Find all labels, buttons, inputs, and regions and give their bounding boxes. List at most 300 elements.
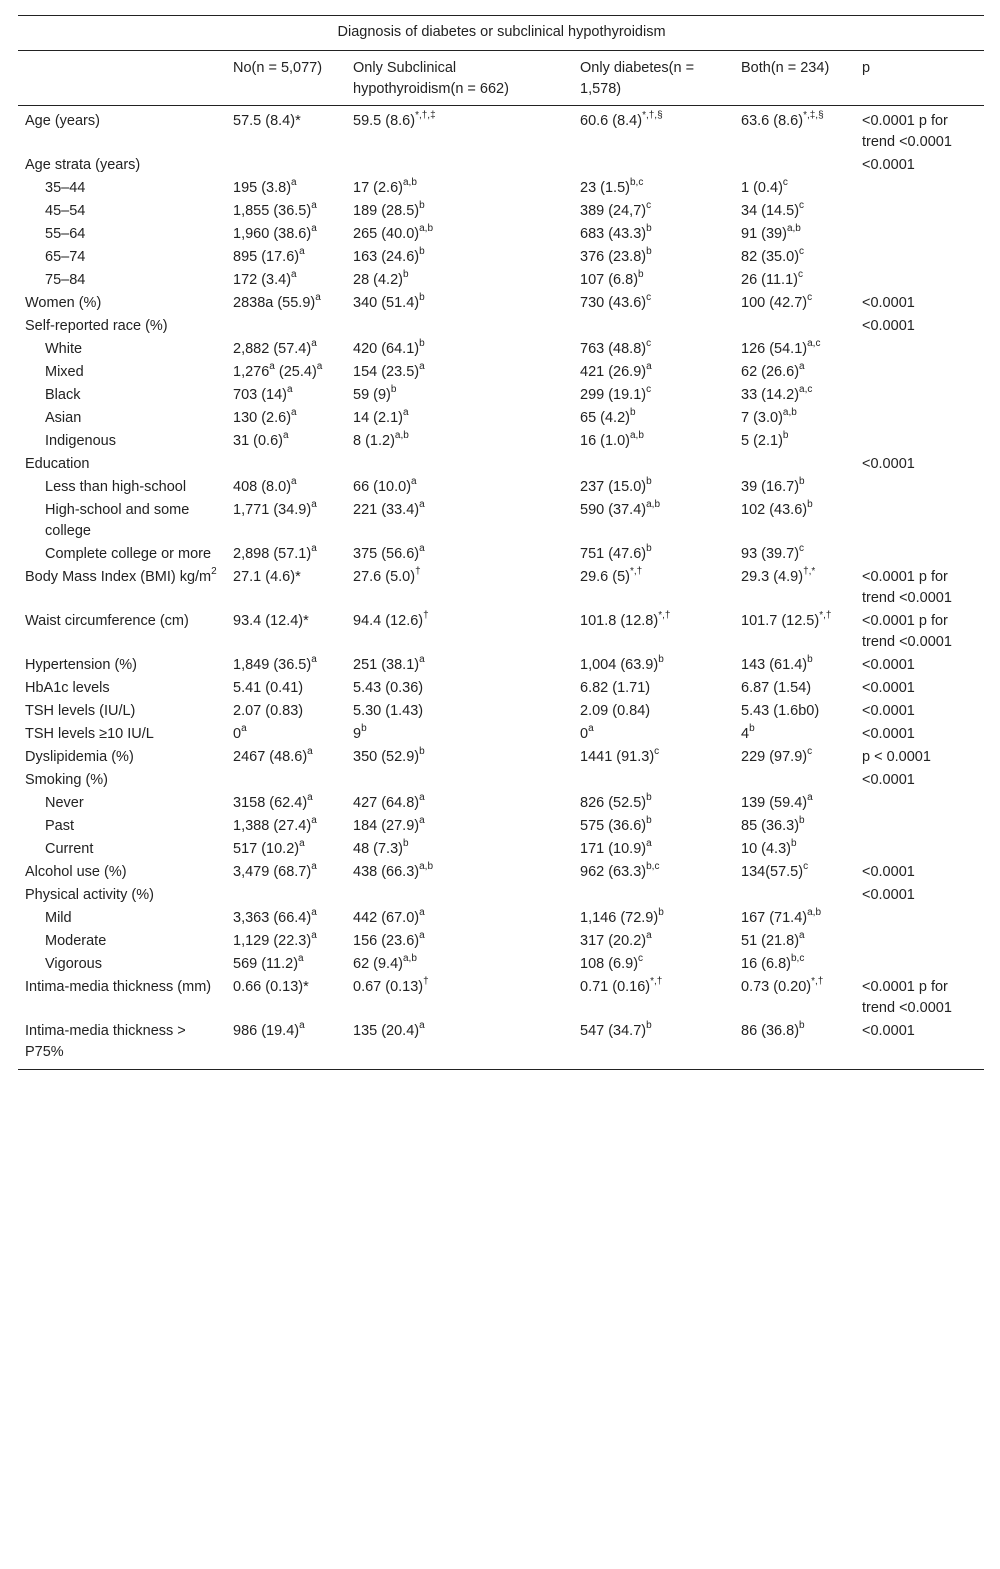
cell-superscript: *,† <box>658 610 671 622</box>
cell-value: 33 (14.2) <box>741 387 800 403</box>
table-cell <box>734 201 855 224</box>
cell-superscript: b <box>646 476 652 488</box>
table-row <box>18 293 984 316</box>
row-label <box>18 362 226 385</box>
cell-value: Intima-media thickness (mm) <box>25 979 212 995</box>
table-cell <box>855 477 984 500</box>
table-cell <box>226 747 346 770</box>
cell-value: 265 (40.0) <box>353 226 420 242</box>
table-row <box>18 655 984 678</box>
cell-value: 5.30 (1.43) <box>353 703 424 719</box>
table-cell <box>346 544 573 567</box>
cell-superscript: b <box>807 499 813 511</box>
cell-superscript: a <box>287 384 293 396</box>
cell-value: 85 (36.3) <box>741 818 800 834</box>
table-cell <box>734 385 855 408</box>
cell-superscript: a <box>311 815 317 827</box>
table-cell <box>855 247 984 270</box>
cell-value: 237 (15.0) <box>580 479 647 495</box>
table-cell <box>226 885 346 908</box>
table-cell <box>346 362 573 385</box>
cell-value: <0.0001 <box>862 703 915 719</box>
cell-value: 65 (4.2) <box>580 410 630 426</box>
cell-value: 65–74 <box>45 249 86 265</box>
cell-value: 4 <box>741 726 750 742</box>
cell-value: 1,771 (34.9) <box>233 502 312 518</box>
table-cell <box>734 747 855 770</box>
cell-value: 143 (61.4) <box>741 657 808 673</box>
table-cell <box>573 316 734 339</box>
table-cell <box>573 106 734 156</box>
table-cell <box>734 839 855 862</box>
cell-superscript: b <box>646 223 652 235</box>
table-cell <box>573 954 734 977</box>
cell-value: Less than high-school <box>45 479 187 495</box>
cell-value: 75–84 <box>45 272 86 288</box>
cell-superscript: a <box>282 430 289 442</box>
table-row <box>18 316 984 339</box>
cell-superscript: b,c <box>790 953 805 965</box>
cell-superscript: b <box>646 246 652 258</box>
table-cell <box>734 247 855 270</box>
table-cell <box>346 155 573 178</box>
cell-superscript: a <box>419 543 425 555</box>
table-cell <box>573 611 734 655</box>
table-cell <box>855 544 984 567</box>
cell-value: Education <box>25 456 90 472</box>
table-cell <box>734 500 855 544</box>
cell-superscript: c <box>646 338 652 350</box>
table-cell <box>573 655 734 678</box>
table-cell <box>734 770 855 793</box>
cell-superscript: a <box>646 361 652 373</box>
table-cell <box>346 293 573 316</box>
cell-value: 590 (37.4) <box>580 502 647 518</box>
cell-value: 683 (43.3) <box>580 226 647 242</box>
table-row <box>18 611 984 655</box>
cell-value: 763 (48.8) <box>580 341 647 357</box>
cell-value: 139 (59.4) <box>741 795 808 811</box>
cell-superscript: *,†,§ <box>642 110 663 122</box>
cell-value: 93 (39.7) <box>741 546 800 562</box>
cell-superscript: c <box>646 292 652 304</box>
table-cell <box>346 454 573 477</box>
table-cell <box>573 678 734 701</box>
cell-value: 2.07 (0.83) <box>233 703 304 719</box>
cell-value: HbA1c levels <box>25 680 110 696</box>
cell-superscript: a <box>291 177 297 189</box>
cell-superscript: c <box>803 861 809 873</box>
table-cell <box>573 862 734 885</box>
cell-value: 23 (1.5) <box>580 180 630 196</box>
cell-superscript: a <box>315 292 321 304</box>
table-cell <box>573 747 734 770</box>
cell-value: Past <box>45 818 75 834</box>
row-label <box>18 747 226 770</box>
cell-superscript: c <box>646 384 652 396</box>
table-cell <box>734 454 855 477</box>
cell-value: 29.3 (4.9) <box>741 569 804 585</box>
table-cell <box>734 155 855 178</box>
cell-value: 229 (97.9) <box>741 749 808 765</box>
row-label <box>18 678 226 701</box>
table-cell <box>226 544 346 567</box>
cell-superscript: b,c <box>646 861 660 873</box>
table-head <box>18 16 984 106</box>
cell-superscript: c <box>807 292 813 304</box>
table-cell <box>573 931 734 954</box>
table-row <box>18 816 984 839</box>
table-row <box>18 839 984 862</box>
table-cell <box>226 293 346 316</box>
cell-value: 0.71 (0.16) <box>580 979 651 995</box>
table-cell <box>855 293 984 316</box>
cell-value: 55–64 <box>45 226 86 242</box>
cell-value: Intima-media thickness > P75% <box>25 1023 186 1060</box>
row-label <box>18 816 226 839</box>
table-cell <box>734 931 855 954</box>
table-cell <box>734 224 855 247</box>
cell-value: 0.73 (0.20) <box>741 979 812 995</box>
table-cell <box>346 839 573 862</box>
row-label <box>18 931 226 954</box>
cell-value: 86 (36.8) <box>741 1023 800 1039</box>
cell-value: <0.0001 <box>862 680 915 696</box>
cell-superscript: b <box>419 200 425 212</box>
table-cell <box>226 655 346 678</box>
table-cell <box>734 270 855 293</box>
cell-value: 102 (43.6) <box>741 502 808 518</box>
table-container <box>18 15 984 1070</box>
cell-superscript: b <box>799 1020 805 1032</box>
table-cell <box>573 793 734 816</box>
table-cell <box>855 178 984 201</box>
table-cell <box>855 747 984 770</box>
cell-superscript: *,† <box>819 610 832 622</box>
row-label <box>18 385 226 408</box>
cell-superscript: †,* <box>803 566 816 578</box>
cell-superscript: a <box>299 1020 305 1032</box>
cell-superscript: *,† <box>650 976 663 988</box>
cell-superscript: b <box>646 1020 652 1032</box>
cell-value: Waist circumference (cm) <box>25 613 189 629</box>
table-row <box>18 500 984 544</box>
cell-value: Black <box>45 387 81 403</box>
cell-superscript: a,b <box>629 430 644 442</box>
cell-value: 34 (14.5) <box>741 203 800 219</box>
cell-value: Physical activity (%) <box>25 887 154 903</box>
row-label <box>18 655 226 678</box>
table-cell <box>734 106 855 156</box>
cell-value: 7 (3.0) <box>741 410 783 426</box>
cell-value: 340 (51.4) <box>353 295 420 311</box>
cell-value: 59.5 (8.6) <box>353 113 416 129</box>
cell-value: 167 (71.4) <box>741 910 808 926</box>
cell-superscript: a,b <box>419 223 434 235</box>
row-label <box>18 454 226 477</box>
column-header: Only Subclinical hypothyroidism(n = 662) <box>346 51 573 106</box>
row-label <box>18 544 226 567</box>
cell-value: 517 (10.2) <box>233 841 300 857</box>
table-cell <box>734 1021 855 1070</box>
cell-superscript: b <box>361 723 367 735</box>
cell-value: 2467 (48.6) <box>233 749 308 765</box>
cell-value: Self-reported race (%) <box>25 318 168 334</box>
table-cell <box>346 431 573 454</box>
cell-value: 51 (21.8) <box>741 933 800 949</box>
cell-superscript: b <box>646 543 652 555</box>
table-cell <box>226 247 346 270</box>
table-row <box>18 931 984 954</box>
table-cell <box>734 793 855 816</box>
table-cell <box>346 385 573 408</box>
row-label <box>18 793 226 816</box>
cell-value: 350 (52.9) <box>353 749 420 765</box>
table-row <box>18 431 984 454</box>
table-cell <box>226 954 346 977</box>
cell-superscript: a,b <box>402 953 417 965</box>
cell-value: 59 (9) <box>353 387 391 403</box>
cell-superscript: c <box>646 200 652 212</box>
cell-value: <0.0001 <box>862 157 915 173</box>
cell-superscript: a <box>291 269 297 281</box>
cell-superscript: a <box>799 930 805 942</box>
cell-superscript: a <box>419 499 425 511</box>
cell-superscript: a <box>588 723 594 735</box>
table-cell <box>855 793 984 816</box>
cell-superscript: a <box>419 792 425 804</box>
cell-value: 703 (14) <box>233 387 288 403</box>
table-cell <box>346 477 573 500</box>
table-row <box>18 178 984 201</box>
table-row <box>18 954 984 977</box>
cell-value: 0 <box>580 726 589 742</box>
row-label <box>18 908 226 931</box>
cell-value: 389 (24,7) <box>580 203 647 219</box>
table-cell <box>855 385 984 408</box>
cell-value: 108 (6.9) <box>580 956 639 972</box>
cell-value: 420 (64.1) <box>353 341 420 357</box>
cell-value: 91 (39) <box>741 226 787 242</box>
cell-value: <0.0001 <box>862 295 915 311</box>
cell-value: TSH levels ≥10 IU/L <box>25 726 154 742</box>
cell-superscript: a,b <box>786 223 801 235</box>
table-cell <box>226 224 346 247</box>
table-cell <box>346 793 573 816</box>
row-label <box>18 477 226 500</box>
column-header: p <box>855 51 984 106</box>
table-row <box>18 362 984 385</box>
cell-value: Vigorous <box>45 956 102 972</box>
table-cell <box>226 316 346 339</box>
table-cell <box>855 316 984 339</box>
cell-superscript: b <box>419 292 425 304</box>
table-cell <box>346 316 573 339</box>
table-cell <box>226 724 346 747</box>
cell-superscript: a <box>311 338 317 350</box>
cell-value: 1,146 (72.9) <box>580 910 659 926</box>
cell-superscript: b <box>782 430 789 442</box>
cell-value: 438 (66.3) <box>353 864 420 880</box>
table-row <box>18 724 984 747</box>
cell-value: 6.87 (1.54) <box>741 680 812 696</box>
table-cell <box>226 477 346 500</box>
table-cell <box>226 385 346 408</box>
row-label <box>18 770 226 793</box>
cell-value: 17 (2.6) <box>353 180 403 196</box>
cell-value: High-school and some college <box>45 502 190 539</box>
cell-value: Dyslipidemia (%) <box>25 749 134 765</box>
cell-superscript: c <box>807 746 813 758</box>
table-cell <box>346 270 573 293</box>
cell-value: 5.43 (0.36) <box>353 680 424 696</box>
cell-value: 171 (10.9) <box>580 841 647 857</box>
cell-value: 126 (54.1) <box>741 341 808 357</box>
cell-superscript: a <box>419 907 425 919</box>
table-row <box>18 106 984 156</box>
cell-value: 134(57.5) <box>741 864 804 880</box>
cell-value: 31 (0.6) <box>233 433 283 449</box>
cell-value: Age strata (years) <box>25 157 141 173</box>
table-cell <box>346 500 573 544</box>
cell-superscript: a <box>419 1020 425 1032</box>
cell-value: 1,960 (38.6) <box>233 226 312 242</box>
table-cell <box>855 201 984 224</box>
cell-value: <0.0001 p for trend <0.0001 <box>862 569 952 606</box>
cell-value: <0.0001 <box>862 657 915 673</box>
cell-value: 3158 (62.4) <box>233 795 308 811</box>
table-cell <box>573 1021 734 1070</box>
table-title-row <box>18 16 984 51</box>
table-cell <box>573 155 734 178</box>
cell-value: (25.4) <box>274 364 317 380</box>
cell-value: 1441 (91.3) <box>580 749 655 765</box>
cell-value: <0.0001 <box>862 772 915 788</box>
cell-value: 442 (67.0) <box>353 910 420 926</box>
cell-value: 575 (36.6) <box>580 818 647 834</box>
cell-value: Alcohol use (%) <box>25 864 127 880</box>
table-cell <box>573 339 734 362</box>
cell-superscript: *,† <box>811 976 824 988</box>
cell-value: 5 (2.1) <box>741 433 783 449</box>
table-cell <box>226 454 346 477</box>
cell-value: 1,849 (36.5) <box>233 657 312 673</box>
table-cell <box>573 247 734 270</box>
table-cell <box>226 816 346 839</box>
table-cell <box>855 770 984 793</box>
table-cell <box>734 655 855 678</box>
table-cell <box>734 339 855 362</box>
table-row <box>18 567 984 611</box>
cell-value: 29.6 (5) <box>580 569 630 585</box>
cell-value: 3,479 (68.7) <box>233 864 312 880</box>
cell-superscript: a <box>311 200 317 212</box>
table-cell <box>226 977 346 1021</box>
table-cell <box>573 224 734 247</box>
cell-superscript: *,†,‡ <box>415 110 436 122</box>
table-cell <box>734 678 855 701</box>
table-cell <box>855 977 984 1021</box>
cell-value: 107 (6.8) <box>580 272 639 288</box>
cell-value: Age (years) <box>25 113 100 129</box>
table-cell <box>573 431 734 454</box>
row-label <box>18 270 226 293</box>
cell-superscript: a,b <box>394 430 409 442</box>
table-cell <box>855 567 984 611</box>
cell-value: 94.4 (12.6) <box>353 613 424 629</box>
cell-superscript: † <box>415 566 421 578</box>
cell-value: <0.0001 <box>862 456 915 472</box>
table-row <box>18 454 984 477</box>
row-label <box>18 293 226 316</box>
table-cell <box>226 611 346 655</box>
table-cell <box>226 201 346 224</box>
cell-superscript: a <box>411 476 417 488</box>
cell-value: 45–54 <box>45 203 86 219</box>
table-row <box>18 862 984 885</box>
cell-value: 184 (27.9) <box>353 818 420 834</box>
row-label <box>18 954 226 977</box>
table-cell <box>734 885 855 908</box>
table-title: Diagnosis of diabetes or subclinical hypothyroidism <box>18 16 984 51</box>
table-cell <box>855 885 984 908</box>
cell-value: Mild <box>45 910 72 926</box>
table-cell <box>226 770 346 793</box>
cell-superscript: b <box>749 723 755 735</box>
table-cell <box>226 270 346 293</box>
table-cell <box>734 316 855 339</box>
cell-value: Mixed <box>45 364 84 380</box>
cell-value: Indigenous <box>45 433 116 449</box>
cell-value: 730 (43.6) <box>580 295 647 311</box>
cell-superscript: a <box>807 792 813 804</box>
table-row <box>18 544 984 567</box>
cell-value: <0.0001 p for trend <0.0001 <box>862 113 952 150</box>
table-cell <box>734 954 855 977</box>
cell-value: 0.66 (0.13)* <box>233 979 309 995</box>
table-cell <box>346 106 573 156</box>
cell-superscript: a <box>799 361 805 373</box>
cell-superscript: a,b <box>646 499 661 511</box>
cell-superscript: b <box>629 407 636 419</box>
table-cell <box>346 908 573 931</box>
cell-value: 28 (4.2) <box>353 272 403 288</box>
table-cell <box>855 611 984 655</box>
cell-superscript: a <box>307 792 313 804</box>
table-cell <box>734 611 855 655</box>
cell-superscript: † <box>423 976 429 988</box>
row-label <box>18 178 226 201</box>
row-label <box>18 724 226 747</box>
cell-value: 101.8 (12.8) <box>580 613 659 629</box>
row-label <box>18 701 226 724</box>
table-cell <box>734 477 855 500</box>
table-cell <box>226 701 346 724</box>
table-cell <box>346 567 573 611</box>
cell-value: 1,129 (22.3) <box>233 933 312 949</box>
table-cell <box>734 544 855 567</box>
cell-superscript: a <box>646 838 652 850</box>
cell-superscript: a,c <box>799 384 813 396</box>
cell-superscript: a <box>646 930 652 942</box>
table-cell <box>855 431 984 454</box>
table-cell <box>855 270 984 293</box>
table-cell <box>855 908 984 931</box>
cell-value: 569 (11.2) <box>233 956 299 972</box>
table-cell <box>855 500 984 544</box>
table-cell <box>573 385 734 408</box>
cell-value: 26 (11.1) <box>741 272 798 288</box>
